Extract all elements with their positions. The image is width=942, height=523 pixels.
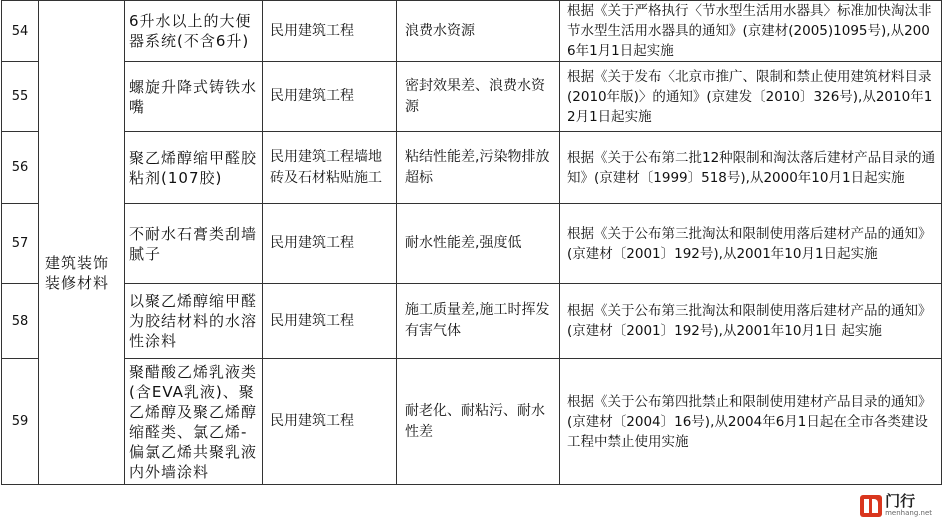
row-number: 57 (2, 204, 39, 284)
table-row (2, 132, 942, 204)
restriction-reason: 浪费水资源 (397, 1, 560, 62)
material-name: 以聚乙烯醇缩甲醛为胶结材料的水溶性涂料 (125, 284, 263, 359)
regulation-basis: 根据《关于发布〈北京市推广、限制和禁止使用建筑材料目录(2010年版)〉的通知》(京建发〔2010〕326号),从2010年12月1日起实施 (560, 62, 942, 132)
table-row (2, 284, 942, 359)
table-row (2, 204, 942, 284)
row-number: 59 (2, 359, 39, 485)
category-label: 建筑装饰装修材料 (45, 253, 110, 292)
table-row (2, 62, 942, 132)
row-number: 55 (2, 62, 39, 132)
regulation-basis: 根据《关于公布第四批禁止和限制使用建材产品目录的通知》(京建材〔2004〕16号),从2004年6月1日起在全市各类建设工程中禁止使用实施 (560, 359, 942, 485)
regulation-basis: 根据《关于公布第三批淘汰和限制使用落后建材产品的通知》(京建材〔2001〕192号),从2001年10月1日 起实施 (560, 284, 942, 359)
application-scope: 民用建筑工程 (263, 359, 397, 485)
restriction-reason: 耐老化、耐粘污、耐水性差 (397, 359, 560, 485)
regulation-basis: 根据《关于公布第二批12种限制和淘汰落后建材产品目录的通知》(京建材〔1999〕518号),从2000年10月1日起实施 (560, 132, 942, 204)
row-number: 56 (2, 132, 39, 204)
material-name: 6升水以上的大便器系统(不含6升) (125, 1, 263, 62)
restriction-reason: 耐水性能差,强度低 (397, 204, 560, 284)
logo-name: 门行 (885, 492, 916, 510)
table-row (2, 1, 942, 62)
material-name: 聚乙烯醇缩甲醛胶粘剂(107胶) (125, 132, 263, 204)
category-cell (39, 1, 125, 485)
row-number: 58 (2, 284, 39, 359)
regulation-basis: 根据《关于严格执行〈节水型生活用水器具〉标准加快淘汰非节水型生活用水器具的通知》(京建材(2005)1095号),从2006年1月1日起实施 (560, 1, 942, 62)
row-number: 54 (2, 1, 39, 62)
material-name: 不耐水石膏类刮墙腻子 (125, 204, 263, 284)
restriction-reason: 施工质量差,施工时挥发有害气体 (397, 284, 560, 359)
application-scope: 民用建筑工程 (263, 1, 397, 62)
logo-domain: menhang.net (885, 509, 932, 517)
restriction-reason: 密封效果差、浪费水资源 (397, 62, 560, 132)
application-scope: 民用建筑工程 (263, 62, 397, 132)
regulation-basis: 根据《关于公布第三批淘汰和限制使用落后建材产品的通知》(京建材〔2001〕192号),从2001年10月1日起实施 (560, 204, 942, 284)
restriction-reason: 粘结性能差,污染物排放超标 (397, 132, 560, 204)
logo-text (885, 494, 932, 517)
material-name: 螺旋升降式铸铁水嘴 (125, 62, 263, 132)
table-row (2, 359, 942, 485)
application-scope: 民用建筑工程墙地砖及石材粘贴施工 (263, 132, 397, 204)
materials-table (1, 0, 942, 485)
application-scope: 民用建筑工程 (263, 284, 397, 359)
application-scope: 民用建筑工程 (263, 204, 397, 284)
watermark-logo (856, 492, 936, 519)
material-name: 聚醋酸乙烯乳液类(含EVA乳液)、聚乙烯醇及聚乙烯醇缩醛类、氯乙烯-偏氯乙烯共聚乳液内外墙涂料 (125, 359, 263, 485)
logo-icon (860, 495, 882, 517)
